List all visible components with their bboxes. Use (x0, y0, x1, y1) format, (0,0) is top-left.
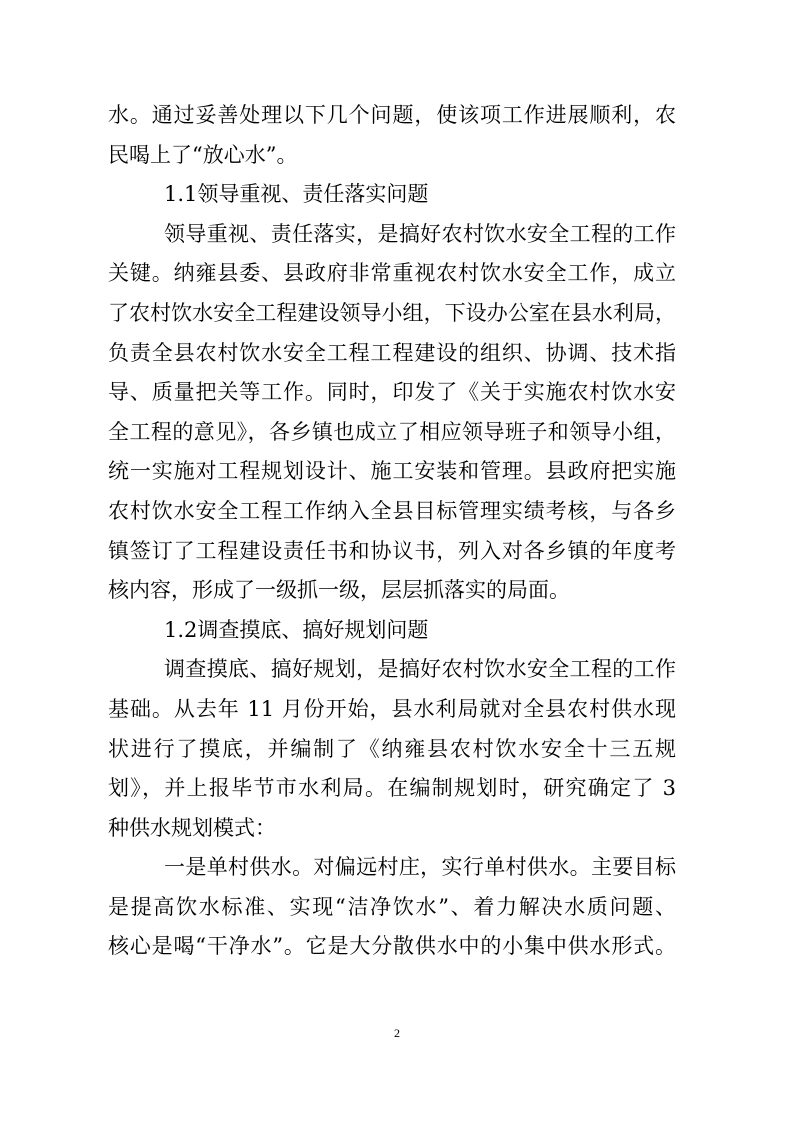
text-line: 导、质量把关等工作。同时，印发了《关于实施农村饮水安 (108, 380, 676, 405)
text-line: 农村饮水安全工程工作纳入全县目标管理实绩考核，与各乡 (108, 498, 676, 523)
text-line: 统一实施对工程规划设计、施工安装和管理。县政府把实施 (108, 459, 676, 484)
text-line: 关键。纳雍县委、县政府非常重视农村饮水安全工作，成立 (108, 261, 676, 286)
text-line: 一是单村供水。对偏远村庄，实行单村供水。主要目标 (164, 855, 676, 880)
text-line: 了农村饮水安全工程建设领导小组，下设办公室在县水利局， (108, 300, 676, 325)
text-line: 种供水规划模式： (108, 815, 276, 840)
text-line: 状进行了摸底，并编制了《纳雍县农村饮水安全十三五规 (108, 736, 676, 761)
section-heading-1-2: 1.2调查摸底、搞好规划问题 (164, 617, 429, 642)
text-line: 划》，并上报毕节市水利局。在编制规划时，研究确定了 3 (108, 776, 676, 801)
text-line: 镇签订了工程建设责任书和协议书，列入对各乡镇的年度考 (108, 538, 676, 563)
page-number: 2 (394, 1026, 400, 1040)
text-line: 调查摸底、搞好规划，是搞好农村饮水安全工程的工作 (164, 657, 676, 682)
text-line: 全工程的意见》，各乡镇也成立了相应领导班子和领导小组， (108, 419, 676, 444)
text-line: 核内容，形成了一级抓一级，层层抓落实的局面。 (108, 578, 570, 603)
text-line: 水。通过妥善处理以下几个问题，使该项工作进展顺利，农 (108, 103, 676, 127)
text-line: 负责全县农村饮水安全工程工程建设的组织、协调、技术指 (108, 340, 676, 365)
section-heading-1-1: 1.1领导重视、责任落实问题 (164, 182, 429, 207)
text-line: 民喝上了“放心水”。 (108, 142, 298, 167)
text-line: 是提高饮水标准、实现“洁净饮水”、着力解决水质问题、 (108, 894, 676, 919)
document-body (108, 96, 676, 967)
text-line: 基础。从去年 11 月份开始，县水利局就对全县农村供水现 (108, 696, 676, 721)
text-line: 核心是喝“干净水”。它是大分散供水中的小集中供水形式。 (108, 934, 676, 959)
text-line: 领导重视、责任落实，是搞好农村饮水安全工程的工作 (164, 221, 676, 246)
